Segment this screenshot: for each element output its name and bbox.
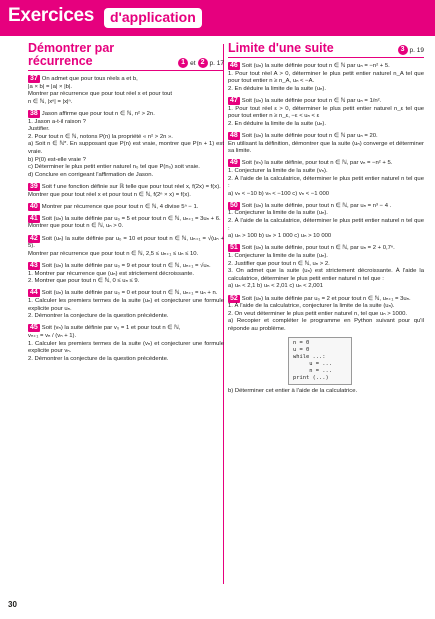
header-banner xyxy=(0,0,435,36)
exercise-line xyxy=(28,141,224,156)
exercise-37 xyxy=(28,75,224,106)
code-line: print (...) xyxy=(293,375,329,382)
exercise-text: Soit (uₙ) la suite définie, pour tout n ∈ ℕ, par uₙ = 2 + 0,7ⁿ. xyxy=(241,245,395,252)
exercise-line xyxy=(28,341,224,356)
exercise-text: Soit (uₙ) la suite définie par u₀ = 0 et pour tout n ∈ ℕ, uₙ₊₁ = uₙ + n. xyxy=(41,290,218,297)
code-line: n = ... xyxy=(293,368,332,375)
exercise-line xyxy=(28,157,224,165)
exercise-text: 2. Justifier que pour tout n ∈ ℕ, uₙ > 2. xyxy=(228,260,330,267)
exercise-line xyxy=(28,91,224,99)
exercise-line xyxy=(28,333,224,341)
exercise-line xyxy=(28,313,224,321)
exercise-line xyxy=(28,251,224,259)
exercise-text: 1. Jason a-t-il raison ? xyxy=(28,118,86,125)
exercise-46 xyxy=(228,62,424,93)
exercise-number: 52 xyxy=(230,294,238,302)
exercise-number: 41 xyxy=(30,214,38,222)
exercise-number: 43 xyxy=(30,262,38,270)
exercise-text: 1. Pour tout réel ε > 0, déterminer le plus petit entier naturel n_ε tel que pour tout entier n ≥ n_ε, −ε < uₙ < ε xyxy=(228,105,424,120)
exercise-44 xyxy=(28,289,224,320)
exercise-line xyxy=(28,356,224,364)
exercise-text: vₙ₊₁ = vₙ / (vₙ + 1). xyxy=(28,332,77,339)
exercise-number: 45 xyxy=(30,324,38,332)
exercise-45 xyxy=(28,324,224,363)
exercise-text: Soit (uₙ) la suite définie pour tout n ∈ ℕ par uₙ = 20. xyxy=(241,132,378,139)
exercise-48 xyxy=(228,132,424,156)
code-line: u = ... xyxy=(293,361,332,368)
exercise-text: 2. Démontrer la conjecture de la question précédente. xyxy=(28,355,169,362)
reference-and: et xyxy=(190,59,196,67)
exercise-line xyxy=(228,86,424,94)
exercise-42 xyxy=(28,235,224,259)
exercise-text: 1. À l'aide de la calculatrice, conjecturer la limite de la suite (uₙ). xyxy=(228,303,395,310)
python-code-block xyxy=(288,337,352,385)
section-title: Démontrer par récurrence xyxy=(28,41,115,68)
exercise-number: 48 xyxy=(230,131,238,139)
exercise-text: 2. Montrer que pour tout n ∈ ℕ, 0 ≤ uₙ ≤ 9. xyxy=(28,278,140,285)
exercise-line xyxy=(28,298,224,313)
exercise-text: 1. Conjecturer la limite de la suite (vₙ). xyxy=(228,167,328,174)
reference-page: p. 17 xyxy=(209,59,224,67)
exercise-text: a) Recopier et compléter le programme en Python suivant pour qu'il réponde au problème. xyxy=(228,318,424,332)
exercise-text: 1. Pour tout réel A > 0, déterminer le plus petit entier naturel n_A tel que pour tout entier n ≥ n_A, uₙ < −A. xyxy=(228,70,424,85)
exercise-line xyxy=(228,318,424,333)
exercise-line xyxy=(228,218,424,233)
exercise-number: 47 xyxy=(230,96,238,104)
exercise-52 xyxy=(228,295,424,334)
reference-badge: 2 xyxy=(198,58,208,68)
section-header-limite xyxy=(228,42,424,58)
exercise-text: Jason affirme que pour tout n ∈ ℕ, n² > 2n. xyxy=(41,110,155,117)
exercise-line xyxy=(228,141,424,156)
code-line: while ...: xyxy=(293,354,326,361)
exercise-text: 1. Conjecturer la limite de la suite (uₙ). xyxy=(228,210,328,217)
exercise-text: Soit (uₙ) la suite définie pour tout n ∈ ℕ par uₙ = 1/n². xyxy=(241,97,382,104)
exercise-line xyxy=(228,253,424,261)
reference-badge: 1 xyxy=(178,58,188,68)
exercise-number: 49 xyxy=(230,159,238,167)
exercise-text: c) Déterminer le plus petit entier naturel n₀ tel que P(n₀) soit vraie. xyxy=(28,164,200,171)
exercise-line xyxy=(228,106,424,121)
exercise-line xyxy=(28,192,224,200)
exercise-text: Montrer par récurrence que pour tout réel x et pour tout xyxy=(28,91,173,98)
exercise-line xyxy=(28,164,224,172)
exercise-continuation: b) Déterminer cet entier à l'aide de la calculatrice. xyxy=(228,388,358,395)
code-line: n = 0 xyxy=(293,340,310,347)
exercise-text: 1. Calculer les premiers termes de la suite (uₙ) et conjecturer une formule explicite pour uₙ. xyxy=(28,298,224,312)
exercise-text: 2. En déduire la limite de la suite (uₙ). xyxy=(228,85,326,92)
exercise-text: d) Conclure en corrigeant l'affirmation de Jason. xyxy=(28,171,154,178)
exercise-list xyxy=(28,75,224,363)
section-reference xyxy=(178,58,224,68)
exercise-line xyxy=(28,278,224,286)
exercise-text: Soit (vₙ) la suite définie par v₀ = 1 et pour tout n ∈ ℕ, xyxy=(41,325,181,332)
exercise-line xyxy=(228,168,424,176)
reference-page: p. 19 xyxy=(409,46,424,54)
exercise-number: 42 xyxy=(30,234,38,242)
section-title: Limite d'une suite xyxy=(228,41,334,55)
section-reference xyxy=(398,45,424,55)
exercise-number: 38 xyxy=(30,109,38,117)
exercise-41 xyxy=(28,215,224,231)
page-subtitle: d'application xyxy=(104,8,202,28)
code-line: u = 0 xyxy=(293,347,310,354)
exercise-line xyxy=(228,303,424,311)
exercise-line xyxy=(28,223,224,231)
exercise-text: Soit (uₙ) la suite définie pour tout n ∈ ℕ par uₙ = −n² + 5. xyxy=(241,63,390,69)
exercise-number: 46 xyxy=(230,62,238,69)
exercise-line xyxy=(28,172,224,180)
exercise-number: 37 xyxy=(30,75,38,82)
exercise-text: 1. Calculer les premiers termes de la suite (vₙ) et conjecturer une formule explicite pour vₙ. xyxy=(28,340,224,355)
exercise-text: 2. Pour tout n ∈ ℕ, notons P(n) la propriété « n² > 2n ». xyxy=(28,133,173,140)
exercise-text: |a × b| = |a| × |b|. xyxy=(28,83,73,90)
exercise-text: Soit (uₙ) la suite définie, pour tout n ∈ ℕ, par uₙ = n³ − 4 . xyxy=(241,202,392,209)
exercise-number: 40 xyxy=(30,202,38,210)
exercise-text: Montrer par récurrence que pour tout n ∈ ℕ, 2,5 ≤ uₙ₊₁ ≤ uₙ ≤ 10. xyxy=(28,250,199,257)
exercise-51 xyxy=(228,244,424,291)
exercise-list xyxy=(228,62,424,334)
exercise-number: 51 xyxy=(230,244,238,252)
right-column xyxy=(228,42,424,399)
exercise-text: 2. On veut déterminer le plus petit entier naturel n, tel que uₙ > 1000. xyxy=(228,310,408,317)
exercise-text: a) vₙ < −10 b) vₙ < −100 c) vₙ < −1 000 xyxy=(228,190,330,197)
exercise-text: Montrer par récurrence que pour tout n ∈ ℕ, 4 divise 5ⁿ − 1. xyxy=(41,203,199,210)
exercise-text: Montrer que pour tout n ∈ ℕ, uₙ > 0. xyxy=(28,223,124,230)
exercise-line xyxy=(228,233,424,241)
exercise-text: Soit (uₙ) la suite définie par u₀ = 5 et pour tout n ∈ ℕ, uₙ₊₁ = 3uₙ + 6. xyxy=(41,215,221,222)
exercise-number: 39 xyxy=(30,182,38,190)
exercise-text: 1. Montrer par récurrence que (uₙ) est strictement décroissante. xyxy=(28,270,195,277)
exercise-line xyxy=(228,283,424,291)
exercise-line xyxy=(28,126,224,134)
exercise-text: Soit f une fonction définie sur ℝ telle que pour tout réel x, f(2x) = f(x). xyxy=(41,183,221,190)
exercise-line xyxy=(228,176,424,191)
exercise-47 xyxy=(228,97,424,128)
exercise-line xyxy=(28,119,224,127)
exercise-50 xyxy=(228,202,424,241)
exercise-text: b) P(0) est-elle vraie ? xyxy=(28,156,86,163)
exercise-text: Justifier. xyxy=(28,126,50,133)
exercise-line xyxy=(228,191,424,199)
exercise-39 xyxy=(28,183,224,199)
exercise-line xyxy=(228,71,424,86)
exercise-line xyxy=(228,121,424,129)
exercise-text: En utilisant la définition, démontrer que la suite (uₙ) converge et déterminer sa limite. xyxy=(228,140,424,155)
exercise-line xyxy=(228,268,424,283)
exercise-text: 2. À l'aide de la calculatrice, déterminer le plus petit entier naturel n tel que : xyxy=(228,218,424,232)
exercise-line xyxy=(28,99,224,107)
exercise-text: 2. Démontrer la conjecture de la question précédente. xyxy=(28,313,169,320)
exercise-text: 3. On admet que la suite (uₙ) est strictement décroissante. À l'aide la calculatrice, déterminer le plus petit entier naturel n tel que : xyxy=(228,268,424,282)
exercise-text: a) uₙ < 2,1 b) uₙ < 2,01 c) uₙ < 2,001 xyxy=(228,283,323,290)
reference-badge: 3 xyxy=(398,45,408,55)
section-header-recurrence xyxy=(28,42,224,71)
exercise-text: Soit (uₙ) la suite définie par u₀ = 10 et pour tout n ∈ ℕ, uₙ₊₁ = √(uₙ + 5). xyxy=(28,235,224,250)
exercise-text: Montrer que pour tout réel x et pour tout n ∈ ℕ, f(2ⁿ × x) = f(x). xyxy=(28,191,191,198)
exercise-text: Soit (uₙ) la suite définie par u₀ = 2 et pour tout n ∈ ℕ, uₙ₊₁ = 3uₙ. xyxy=(241,295,411,302)
exercise-line xyxy=(228,311,424,319)
page-number: 30 xyxy=(8,600,17,609)
exercise-text: a) uₙ > 100 b) uₙ > 1 000 c) uₙ > 10 000 xyxy=(228,233,332,240)
exercise-text: Soit (uₙ) la suite définie par u₀ = 9 et pour tout n ∈ ℕ, uₙ₊₁ = √uₙ. xyxy=(41,263,211,270)
exercise-38 xyxy=(28,110,224,179)
exercise-text: 1. Conjecturer la limite de la suite (uₙ). xyxy=(228,253,328,260)
exercise-text: 2. À l'aide de la calculatrice, déterminer le plus petit entier naturel n tel que : xyxy=(228,175,424,190)
exercise-text: n ∈ ℕ, |xⁿ| = |x|ⁿ. xyxy=(28,98,73,105)
exercise-43 xyxy=(28,262,224,286)
exercise-line xyxy=(28,84,224,92)
exercise-text: On admet que pour tous réels a et b, xyxy=(41,76,138,82)
exercise-text: a) Soit n ∈ ℕ*. En supposant que P(n) est vraie, montrer que P(n + 1) est vraie. xyxy=(28,141,224,155)
exercise-line xyxy=(228,210,424,218)
left-column xyxy=(28,42,224,367)
exercise-number: 50 xyxy=(230,201,238,209)
exercise-text: 2. En déduire la limite de la suite (uₙ). xyxy=(228,120,326,127)
page-title: Exercices xyxy=(8,5,95,26)
exercise-number: 44 xyxy=(30,289,38,297)
exercise-text: Soit (vₙ) la suite définie, pour tout n ∈ ℕ, par vₙ = −n² + 5. xyxy=(241,160,393,167)
exercise-40 xyxy=(28,203,224,212)
exercise-49 xyxy=(228,159,424,198)
